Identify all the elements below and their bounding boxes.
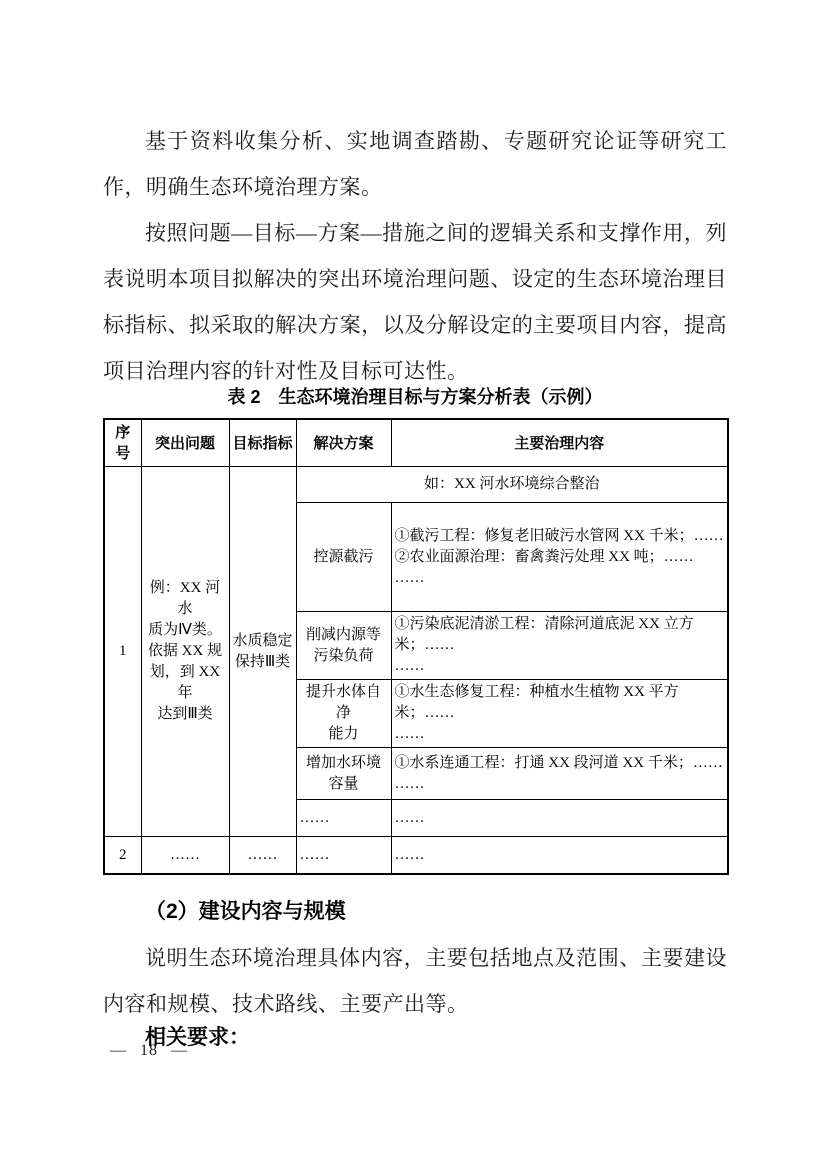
table-header-row — [104, 419, 728, 467]
paragraph-construction-detail: 说明生态环境治理具体内容，主要包括地点及范围、主要建设内容和规模、技术路线、主要产出等。 — [103, 946, 727, 1016]
solution-name-line: 容量 — [328, 775, 359, 792]
target-line: 保持Ⅲ类 — [234, 653, 291, 670]
solution-content-cell — [391, 748, 728, 800]
content-line: …… — [394, 775, 425, 792]
row2-content-cell: …… — [391, 837, 728, 875]
analysis-table — [103, 418, 729, 875]
target-line: 水质稳定 — [232, 632, 293, 649]
row1-seq-cell: 1 — [104, 467, 141, 837]
content-line: …… — [394, 658, 425, 674]
solution-content-cell — [391, 612, 728, 680]
content-line: …… — [394, 809, 425, 826]
page-content — [103, 0, 727, 1061]
row2-solution-cell: …… — [296, 837, 391, 875]
header-cell-solution: 解决方案 — [296, 419, 391, 467]
problem-line: 依据 XX 规 — [147, 643, 223, 659]
content-line: ①污染底泥清淤工程：清除河道底泥 XX 立方米；…… — [394, 616, 694, 653]
solution-name-line: 削减内源等 — [305, 626, 381, 643]
content-line: ①截污工程：修复老旧破污水管网 XX 千米；…… — [394, 527, 724, 544]
solution-content-cell — [391, 503, 728, 612]
solution-name-cell — [296, 680, 391, 748]
solution-name-cell — [296, 503, 391, 612]
requirements-heading: 相关要求： — [145, 1026, 250, 1049]
content-line: ①水系连通工程：打通 XX 段河道 XX 千米；…… — [394, 754, 723, 771]
solution-name-cell — [296, 612, 391, 680]
problem-line: 划，到 XX 年 — [149, 664, 221, 701]
content-line: ②农业面源治理：畜禽粪污处理 XX 吨；…… — [394, 548, 694, 565]
problem-line: 质为Ⅳ类。 — [148, 622, 222, 638]
content-line: ①水生态修复工程：种植水生植物 XX 平方米；…… — [394, 684, 679, 721]
problem-line: 达到Ⅲ类 — [157, 706, 213, 722]
solution-content-cell — [391, 800, 728, 837]
solution-name-line: 控源截污 — [313, 548, 374, 565]
content-line: …… — [394, 726, 425, 742]
row1-target-cell — [229, 467, 296, 837]
row1-overall-solution-cell: 如：XX 河水环境综合整治 — [296, 467, 728, 503]
table-title: 表 2 生态环境治理目标与方案分析表（示例） — [227, 387, 603, 407]
header-cell-content: 主要治理内容 — [391, 419, 728, 467]
solution-name-cell — [296, 748, 391, 800]
solution-name-line: …… — [299, 809, 330, 826]
solution-content-cell — [391, 680, 728, 748]
header-cell-problem: 突出问题 — [141, 419, 229, 467]
row2-seq-cell: 2 — [104, 837, 141, 875]
solution-name-line: 污染负荷 — [313, 647, 374, 664]
row1-problem-cell — [141, 467, 229, 837]
section-heading-construction: （2）建设内容与规模 — [145, 900, 346, 923]
paragraph-logic-relation: 按照问题—目标—方案—措施之间的逻辑关系和支撑作用，列表说明本项目拟解决的突出环境治理问题、设定的生态环境治理目标指标、拟采取的解决方案，以及分解设定的主要项目内容，提高项目治理内容的针对性及目标可达性。 — [103, 221, 727, 383]
paragraph-research-basis: 基于资料收集分析、实地调查踏勘、专题研究论证等研究工作，明确生态环境治理方案。 — [103, 129, 727, 199]
content-line: …… — [394, 569, 425, 586]
header-cell-target: 目标指标 — [229, 419, 296, 467]
row2-problem-cell: …… — [141, 837, 229, 875]
table-row-2 — [104, 837, 728, 875]
header-cell-seq: 序号 — [104, 419, 141, 467]
row2-target-cell: …… — [229, 837, 296, 875]
solution-name-line: 增加水环境 — [305, 754, 381, 771]
solution-name-line: 能力 — [328, 726, 359, 742]
problem-line: 例：XX 河水 — [149, 580, 221, 617]
page-number: — 18 — — [110, 1042, 188, 1059]
solution-name-cell — [296, 800, 391, 837]
row1-overall — [104, 467, 728, 503]
solution-name-line: 提升水体自净 — [305, 684, 381, 721]
